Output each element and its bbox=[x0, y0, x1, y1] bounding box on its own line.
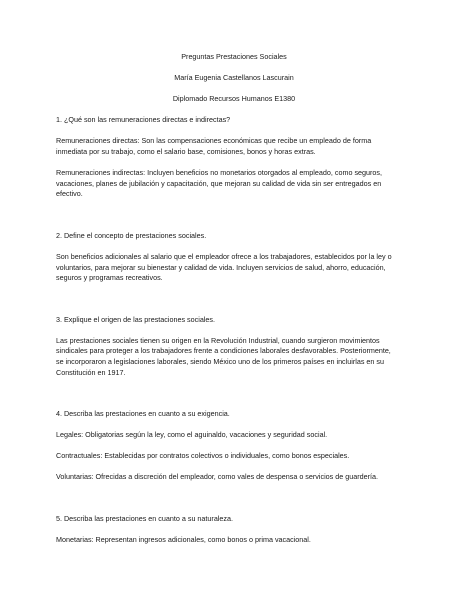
paragraph-line: inmediata por su trabajo, como el salario base, comisiones, bonos y horas extras. bbox=[56, 146, 316, 156]
paragraph-line: se incorporaron a legislaciones laborales, siendo México uno de los primeros países en incluirlas en su bbox=[56, 357, 385, 366]
course-name: Diplomado Recursos Humanos E1380 bbox=[172, 94, 296, 104]
question-5: 5. Describa las prestaciones en cuanto a su naturaleza. bbox=[56, 514, 233, 524]
document-header bbox=[56, 52, 412, 105]
paragraph-line: voluntarios, para mejorar su bienestar y calidad de vida. Incluyen servicios de salud, ahorro, educación, bbox=[56, 262, 386, 272]
paragraph-line: Voluntarias: Ofrecidas a discreción del empleador, como vales de despensa o servicios de guardería. bbox=[56, 472, 379, 482]
paragraph-line: vacaciones, planes de jubilación y capacitación, que mejoran su calidad de vida sin ser entregados en bbox=[56, 178, 382, 188]
paragraph-line: seguros y programas recreativos. bbox=[56, 273, 163, 283]
author-name: María Eugenia Castellanos Lascurain bbox=[174, 73, 294, 83]
paragraph-line: efectivo. bbox=[56, 189, 83, 199]
paragraph-line: Remuneraciones indirectas: Incluyen beneficios no monetarios otorgados al empleado, como seguros, bbox=[56, 168, 383, 178]
question-1: 1. ¿Qué son las remuneraciones directas e indirectas? bbox=[56, 115, 231, 125]
paragraph-line: Son beneficios adicionales al salario que el empleador ofrece a los trabajadores, establecidos por la ley o bbox=[56, 251, 392, 261]
paragraph-line: Constitución en 1917. bbox=[56, 367, 126, 377]
paragraph-line: Las prestaciones sociales tienen su origen en la Revolución Industrial, cuando surgieron movimientos bbox=[56, 335, 380, 345]
paragraph-line: sindicales para proteger a los trabajadores frente a condiciones laborales desfavorables. Posteriormente, bbox=[56, 346, 391, 356]
paragraph-line: Contractuales: Establecidas por contratos colectivos o individuales, como bonos especiales. bbox=[56, 451, 350, 461]
paragraph-line: Monetarias: Representan ingresos adicionales, como bonos o prima vacacional. bbox=[56, 535, 311, 545]
document-title: Preguntas Prestaciones Sociales bbox=[181, 52, 287, 61]
paragraph-line: Remuneraciones directas: Son las compensaciones económicas que recibe un empleado de forma bbox=[56, 136, 372, 146]
paragraph-line: Legales: Obligatorias según la ley, como el aguinaldo, vacaciones y seguridad social. bbox=[56, 430, 328, 440]
question-3: 3. Explique el origen de las prestaciones sociales. bbox=[56, 314, 216, 324]
document-body bbox=[56, 115, 412, 545]
question-4: 4. Describa las prestaciones en cuanto a su exigencia. bbox=[56, 409, 230, 419]
question-2: 2. Define el concepto de prestaciones sociales. bbox=[56, 230, 207, 240]
